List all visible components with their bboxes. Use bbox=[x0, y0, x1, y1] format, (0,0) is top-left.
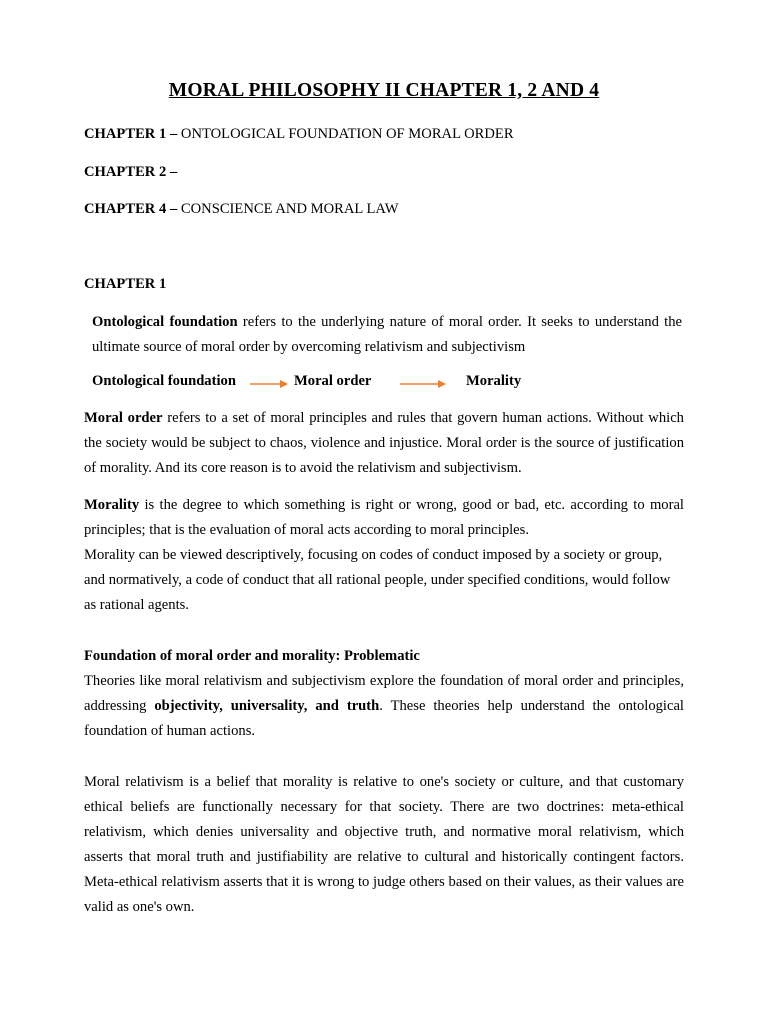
toc-chapter-1-text: ONTOLOGICAL FOUNDATION OF MORAL ORDER bbox=[177, 126, 514, 142]
ontological-foundation-text: refers to the underlying nature of moral order. It seeks to understand the ultimate source of moral order by overcoming relativism and subjectivism bbox=[92, 314, 682, 355]
flow-step-moral-order: Moral order bbox=[294, 373, 372, 389]
ontological-foundation-term: Ontological foundation bbox=[92, 314, 238, 330]
morality-paragraph bbox=[84, 493, 684, 618]
flow-arrow-1-icon bbox=[250, 377, 290, 389]
toc-chapter-2-label: CHAPTER 2 – bbox=[84, 164, 178, 180]
problematic-text-a: Theories like moral relativism and subjectivism explore the foundation of moral order and principles, addressing bbox=[84, 673, 684, 714]
toc-chapter-4-text: CONSCIENCE AND MORAL LAW bbox=[177, 201, 399, 217]
problematic-bold: objectivity, universality, and truth bbox=[154, 698, 380, 714]
moral-order-text: refers to a set of moral principles and rules that govern human actions. Without which the society would be subject to chaos, violence and injustice. Moral order is the source of justification of morality. And its core reason is to avoid the relativism and subjectivism. bbox=[84, 410, 684, 476]
moral-order-paragraph bbox=[84, 406, 684, 481]
ontological-foundation-paragraph bbox=[92, 310, 682, 360]
toc-chapter-1-label: CHAPTER 1 – bbox=[84, 126, 178, 142]
problematic-paragraph bbox=[84, 669, 684, 744]
flow-arrow-2-icon bbox=[400, 377, 450, 389]
morality-term: Morality bbox=[84, 497, 140, 513]
toc-chapter-2 bbox=[84, 164, 177, 181]
section-heading: CHAPTER 1 bbox=[84, 276, 167, 292]
toc-chapter-4-label: CHAPTER 4 – bbox=[84, 201, 178, 217]
morality-text-2: Morality can be viewed descriptively, focusing on codes of conduct imposed by a society or group, and normatively, a code of conduct that all rational people, under specified conditions, would follow as rational agents. bbox=[84, 547, 671, 613]
toc-chapter-1 bbox=[84, 126, 514, 143]
toc-chapter-4 bbox=[84, 201, 399, 218]
morality-text: is the degree to which something is right or wrong, good or bad, etc. according to moral principles; that is the evaluation of moral acts according to moral principles. bbox=[84, 497, 684, 538]
document-title: MORAL PHILOSOPHY II CHAPTER 1, 2 AND 4 bbox=[168, 80, 600, 101]
moral-order-term: Moral order bbox=[84, 410, 163, 426]
problematic-text-b: . These theories help understand the ontological foundation of human actions. bbox=[84, 698, 684, 739]
flow-step-morality: Morality bbox=[466, 373, 522, 389]
problematic-heading: Foundation of moral order and morality: Problematic bbox=[84, 648, 420, 664]
flow-step-ontological-foundation: Ontological foundation bbox=[92, 373, 236, 389]
moral-relativism-paragraph: Moral relativism is a belief that morality is relative to one's society or culture, and that customary ethical beliefs are functionally necessary for that society. There are two doctrines: meta-ethical relativism, which denies universality and objective truth, and normative moral relativism, which asserts that moral truth and justifiability are relative to cultural and historically contingent factors. Meta-ethical relativism asserts that it is wrong to judge others based on their values, as their values are valid as one's own. bbox=[84, 774, 684, 915]
